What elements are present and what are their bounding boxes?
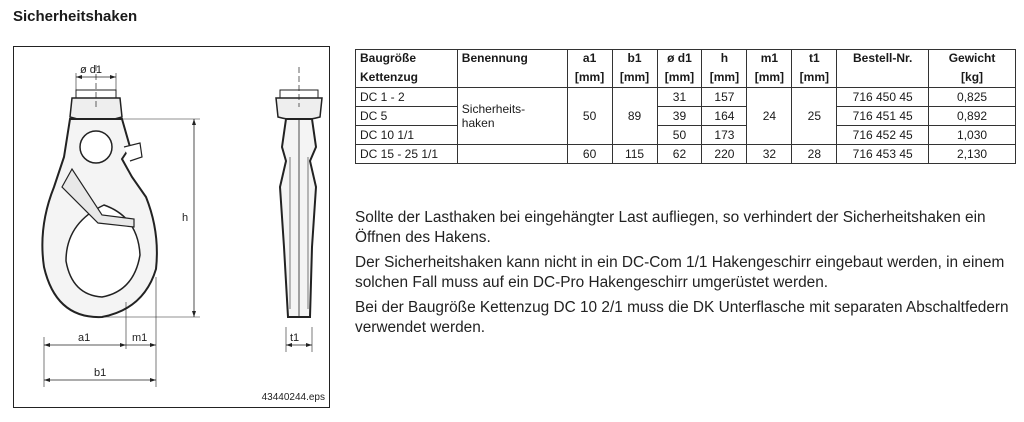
name-line-1: Sicherheits- — [461, 102, 526, 116]
cell-a1: 60 — [567, 145, 612, 164]
header-size: Baugröße — [356, 50, 458, 69]
page-title: Sicherheitshaken — [13, 8, 138, 25]
header-order-no: Bestell-Nr. — [837, 50, 929, 69]
cell-d1: 50 — [657, 126, 702, 145]
cell-h: 173 — [702, 126, 747, 145]
name-line-2: haken — [461, 116, 495, 130]
cell-d1: 31 — [657, 88, 702, 107]
table-header-row-top — [356, 50, 1016, 69]
cell-h: 164 — [702, 107, 747, 126]
cell-size: DC 5 — [356, 107, 458, 126]
cell-d1: 62 — [657, 145, 702, 164]
header-d1-unit: [mm] — [657, 69, 702, 88]
cell-weight: 0,825 — [929, 88, 1016, 107]
cell-order-no: 716 453 45 — [837, 145, 929, 164]
table-row — [356, 107, 1016, 126]
cell-order-no: 716 452 45 — [837, 126, 929, 145]
header-size-sub: Kettenzug — [356, 69, 458, 88]
cell-m1: 32 — [747, 145, 792, 164]
header-b1: b1 — [612, 50, 657, 69]
cell-b1: 115 — [612, 145, 657, 164]
table-row — [356, 126, 1016, 145]
cell-d1: 39 — [657, 107, 702, 126]
cell-a1-merged: 50 — [567, 88, 612, 145]
header-name: Benennung — [457, 50, 567, 69]
cell-size: DC 1 - 2 — [356, 88, 458, 107]
table-row — [356, 145, 1016, 164]
header-a1: a1 — [567, 50, 612, 69]
header-weight: Gewicht — [929, 50, 1016, 69]
cell-weight: 0,892 — [929, 107, 1016, 126]
cell-weight: 2,130 — [929, 145, 1016, 164]
dim-label-a1: a1 — [78, 332, 91, 344]
dim-label-b1: b1 — [94, 367, 107, 379]
note-paragraph: Bei der Baugröße Kettenzug DC 10 2/1 muss die DK Unterflasche mit separaten Abschaltfedern verwendet werden. — [355, 299, 1009, 336]
header-a1-unit: [mm] — [567, 69, 612, 88]
cell-order-no: 716 450 45 — [837, 88, 929, 107]
note-paragraph: Der Sicherheitshaken kann nicht in ein DC-Com 1/1 Hakengeschirr eingebaut werden, in einem solchen Fall muss auf ein DC-Pro Hakengeschirr umgerüstet werden. — [355, 254, 1005, 291]
header-weight-unit: [kg] — [929, 69, 1016, 88]
side-hook-profile — [280, 119, 316, 317]
cell-b1-merged: 89 — [612, 88, 657, 145]
dim-label-h: h — [182, 212, 189, 224]
header-h-unit: [mm] — [702, 69, 747, 88]
hook-technical-drawing — [13, 46, 330, 408]
cell-t1-merged: 25 — [792, 88, 837, 145]
spec-table — [355, 49, 1016, 164]
cell-weight: 1,030 — [929, 126, 1016, 145]
hook-eye — [80, 131, 112, 163]
side-swivel — [276, 98, 322, 120]
table-row — [356, 88, 1016, 107]
header-order-sub — [837, 69, 929, 88]
dim-label-d1: ø d1 — [80, 64, 103, 76]
note-paragraph: Sollte der Lasthaken bei eingehängter Last aufliegen, so verhindert der Sicherheitshaken ein Öffnen des Hakens. — [355, 209, 986, 246]
cell-size: DC 15 - 25 1/1 — [356, 145, 458, 164]
dim-label-m1: m1 — [132, 332, 148, 344]
header-m1-unit: [mm] — [747, 69, 792, 88]
header-b1-unit: [mm] — [612, 69, 657, 88]
header-t1: t1 — [792, 50, 837, 69]
hook-drawing-svg — [14, 47, 331, 409]
table-header-row-bottom — [356, 69, 1016, 88]
header-d1: ø d1 — [657, 50, 702, 69]
cell-t1: 28 — [792, 145, 837, 164]
header-m1: m1 — [747, 50, 792, 69]
cell-h: 157 — [702, 88, 747, 107]
header-t1-unit: [mm] — [792, 69, 837, 88]
cell-name-merged — [457, 88, 567, 145]
cell-order-no: 716 451 45 — [837, 107, 929, 126]
cell-h: 220 — [702, 145, 747, 164]
cell-name-empty — [457, 145, 567, 164]
header-h: h — [702, 50, 747, 69]
figure-file-id: 43440244.eps — [261, 392, 325, 403]
header-name-sub — [457, 69, 567, 88]
dim-label-t1: t1 — [290, 332, 300, 344]
cell-m1-merged: 24 — [747, 88, 792, 145]
notes-section — [355, 208, 1015, 343]
cell-size: DC 10 1/1 — [356, 126, 458, 145]
